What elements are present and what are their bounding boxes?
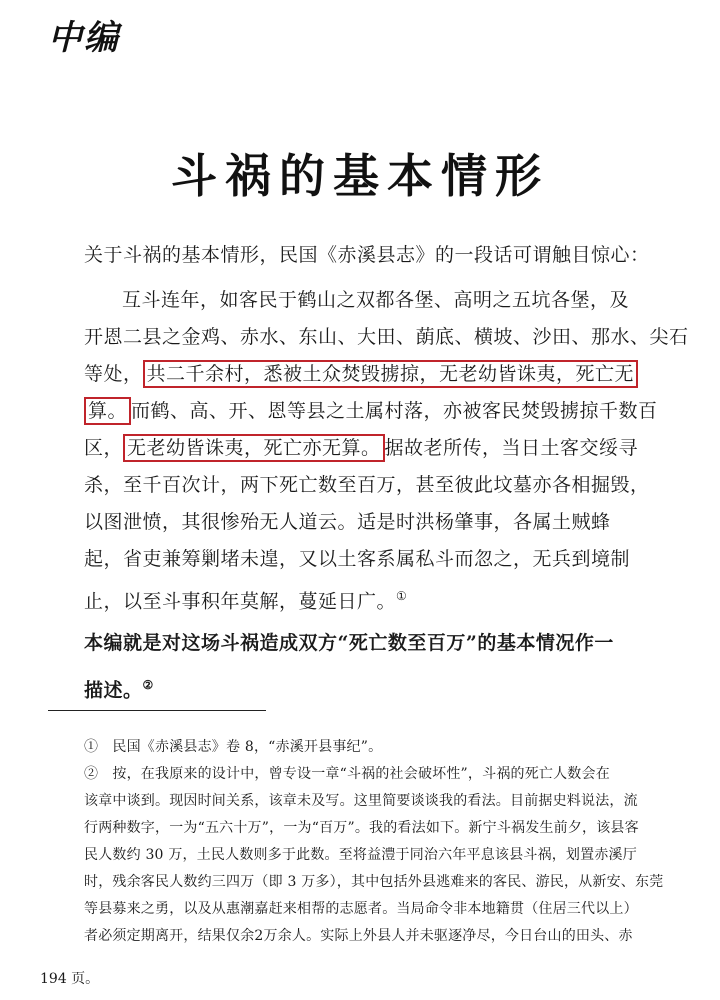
quote-text: 而鹤、高、开、恩等县之土属村落，亦被客民焚毁掳掠千数百 bbox=[131, 400, 658, 422]
footnote-2-line: 等县募来之勇，以及从惠潮嘉赶来相帮的志愿者。当局命令非本地籍贯（住居三代以上） bbox=[84, 901, 638, 917]
summary-line: 本编就是对这场斗祸造成双方“死亡数至百万”的基本情况作一 bbox=[84, 632, 614, 654]
quote-line bbox=[84, 430, 684, 467]
quote-line: 起，省吏兼筹剿堵未遑，又以土客系属私斗而忽之，无兵到境制 bbox=[84, 548, 631, 570]
chapter-title: 斗祸的基本情形 bbox=[171, 149, 549, 203]
highlighted-text: 共二千余村，悉被土众焚毁掳掠，无老幼皆诛夷，死亡无 bbox=[143, 360, 639, 388]
intro-paragraph: 关于斗祸的基本情形，民国《赤溪县志》的一段话可谓触目惊心： bbox=[84, 244, 650, 266]
footnote-1: ① 民国《赤溪县志》卷 8，“赤溪开县事纪”。 bbox=[84, 739, 383, 755]
footnote-ref[interactable]: ② bbox=[142, 678, 154, 692]
quote-text: 据故老所传，当日土客交绥寻 bbox=[384, 437, 639, 459]
summary-text: 描述。 bbox=[84, 679, 143, 702]
quote-text: 止，以至斗事积年莫解，蔓延日广。 bbox=[84, 590, 397, 613]
quote-line bbox=[84, 356, 684, 393]
footnote-2-line: 行两种数字，一为“五六十万”，一为“百万”。我的看法如下。新宁斗祸发生前夕，该县客 bbox=[84, 820, 639, 836]
footnote-ref[interactable]: ① bbox=[396, 589, 408, 603]
quote-line: 互斗连年，如客民于鹤山之双都各堡、高明之五坑各堡，及 bbox=[122, 289, 630, 311]
footnotes bbox=[84, 734, 684, 950]
quote-line: 开恩二县之金鸡、赤水、东山、大田、蓢底、横坡、沙田、那水、尖石 bbox=[84, 326, 689, 348]
summary-paragraph bbox=[84, 622, 684, 706]
quote-line bbox=[84, 393, 684, 430]
quote-line: 以图泄愤，其很惨殆无人道云。适是时洪杨肇事，各属土贼蜂 bbox=[84, 511, 611, 533]
page-number: 194 页。 bbox=[40, 971, 100, 987]
section-label: 中编 bbox=[48, 18, 120, 58]
footnote-2-line: 时，残余客民人数约三四万（即 3 万多），其中包括外县逃难来的客民、游民，从新安、东莞 bbox=[84, 874, 664, 890]
summary-line bbox=[84, 664, 684, 706]
quote-text: 等处， bbox=[84, 363, 143, 385]
footnote-2-line: ② 按，在我原来的设计中，曾专设一章“斗祸的社会破坏性”，斗祸的死亡人数会在 bbox=[84, 766, 610, 782]
highlighted-text: 无老幼皆诛夷，死亡亦无算。 bbox=[123, 434, 385, 462]
footnote-divider bbox=[48, 710, 266, 711]
quote-text: 区， bbox=[84, 437, 124, 459]
quote-line bbox=[84, 578, 684, 615]
footnote-2-line: 该章中谈到。现因时间关系，该章未及写。这里简要谈谈我的看法。目前据史料说法，流 bbox=[84, 793, 638, 809]
footnote-2-line: 者必须定期离开，结果仅余2万余人。实际上外县人并未驱逐净尽，今日台山的田头、赤 bbox=[84, 928, 633, 944]
highlighted-text: 算。 bbox=[84, 397, 131, 425]
quote-line: 杀，至千百次计，两下死亡数至百万，甚至彼此坟墓亦各相掘毁， bbox=[84, 474, 650, 496]
footnote-2-line: 民人数约 30 万，土民人数则多于此数。至将益澧于同治六年平息该县斗祸，划置赤溪厅 bbox=[84, 847, 637, 863]
quoted-passage bbox=[84, 282, 689, 615]
